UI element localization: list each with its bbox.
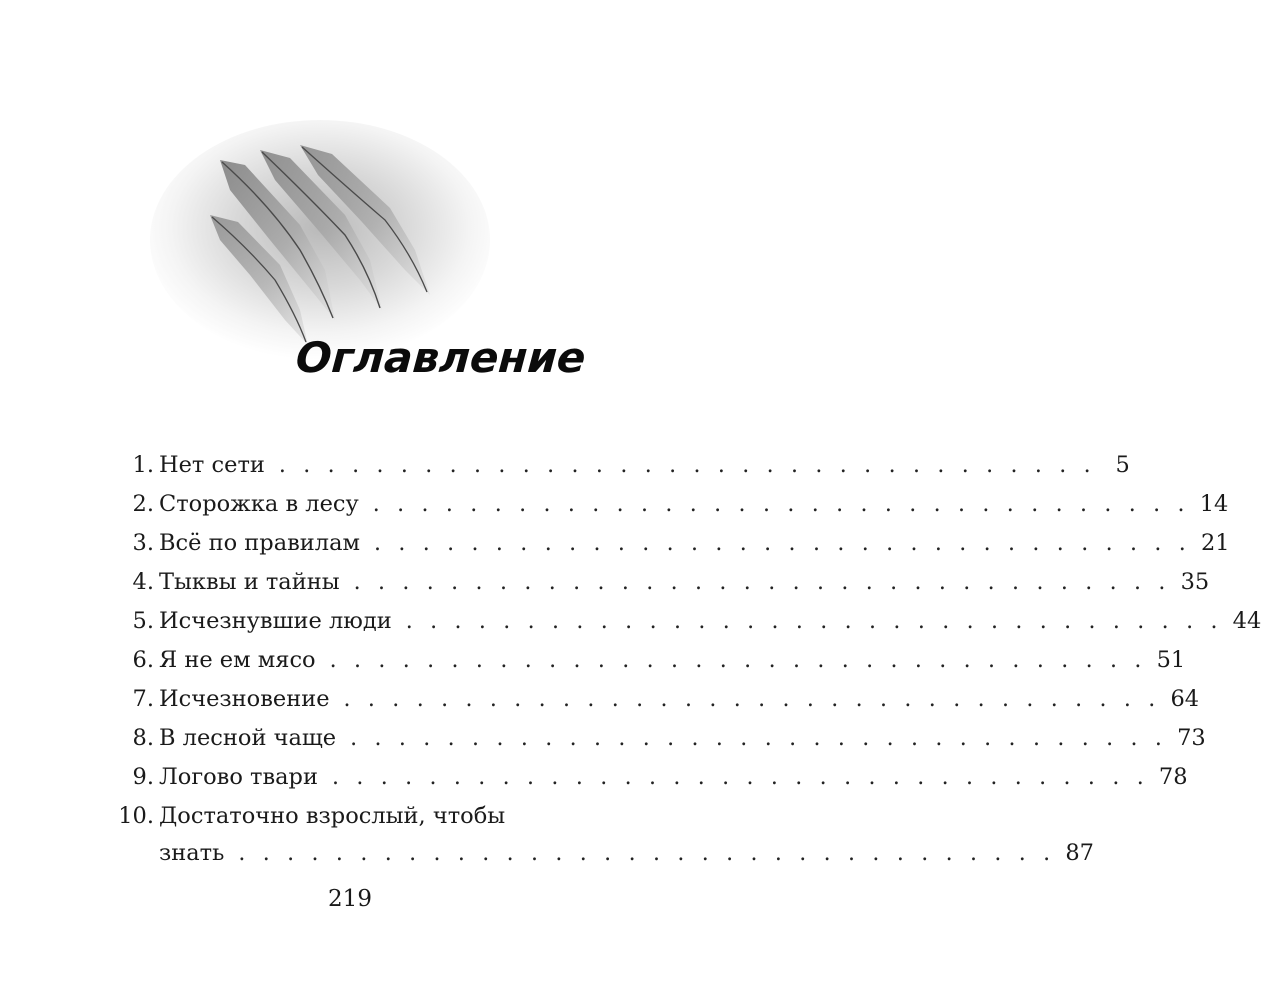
toc-entry bbox=[106, 758, 1188, 797]
toc-entry-number: 3. bbox=[132, 530, 154, 556]
toc-entry-title-line2: знать bbox=[159, 840, 225, 866]
toc-entry bbox=[106, 446, 1130, 485]
toc-entry-title: В лесной чаще bbox=[159, 725, 337, 751]
toc-dot-leader: . . . . . . . . . . . . . . . . . . . . . . . . . . . . . . . . . . bbox=[372, 492, 1190, 517]
toc-dot-leader: . . . . . . . . . . . . . . . . . . . . . . . . . . . . . . . . . . bbox=[343, 687, 1161, 712]
toc-entry-number: 2. bbox=[132, 491, 154, 517]
toc-entry-title: Я не ем мясо bbox=[159, 647, 316, 673]
toc-entry bbox=[106, 602, 1261, 641]
toc-entry-title: Сторожка в лесу bbox=[159, 491, 359, 517]
toc-entry-number: 1. bbox=[132, 452, 154, 478]
toc-entry-title: Нет сети bbox=[159, 452, 265, 478]
toc-entry-page: 35 bbox=[1180, 569, 1210, 595]
toc-entry-title: Исчезновение bbox=[159, 686, 330, 712]
toc-entry-title: Логово твари bbox=[159, 764, 318, 790]
toc-dot-leader: . . . . . . . . . . . . . . . . . . . . . . . . . . . . . . . . . . bbox=[405, 609, 1223, 634]
toc-entry-title: Всё по правилам bbox=[159, 530, 360, 556]
toc-entry-number: 5. bbox=[132, 608, 154, 634]
toc-entry-title: Тыквы и тайны bbox=[159, 569, 340, 595]
toc-dot-leader: . . . . . . . . . . . . . . . . . . . . . . . . . . . . . . . . . . bbox=[353, 570, 1171, 595]
toc-entry bbox=[106, 485, 1229, 524]
toc-entry-page: 44 bbox=[1232, 608, 1261, 634]
toc-entry-page: 51 bbox=[1156, 647, 1186, 673]
toc-entry-page: 64 bbox=[1170, 686, 1200, 712]
claw-marks-illustration bbox=[150, 120, 490, 360]
table-of-contents-heading: Оглавление bbox=[294, 333, 588, 382]
toc-dot-leader: . . . . . . . . . . . . . . . . . . . . . . . . . . . . . . . . . . bbox=[373, 531, 1191, 556]
toc-entry-page: 21 bbox=[1200, 530, 1230, 556]
toc-entry-number: 10. bbox=[118, 803, 154, 829]
toc-entry bbox=[106, 524, 1230, 563]
page-number: 219 bbox=[328, 886, 372, 912]
toc-entry bbox=[106, 719, 1206, 758]
toc-dot-leader: . . . . . . . . . . . . . . . . . . . . . . . . . . . . . . . . . . bbox=[331, 765, 1149, 790]
toc-entry-number: 6. bbox=[132, 647, 154, 673]
toc-entry bbox=[106, 797, 1094, 873]
toc-dot-leader: . . . . . . . . . . . . . . . . . . . . . . . . . . . . . . . . . . bbox=[329, 648, 1147, 673]
toc-entry-title-line1: Достаточно взрослый, чтобы bbox=[159, 803, 506, 829]
toc-entry bbox=[106, 680, 1200, 719]
toc-entry-number: 8. bbox=[132, 725, 154, 751]
toc-list bbox=[106, 446, 1261, 873]
toc-entry-page: 78 bbox=[1158, 764, 1188, 790]
toc-entry-title: Исчезнувшие люди bbox=[159, 608, 392, 634]
toc-entry-page: 5 bbox=[1115, 452, 1130, 478]
toc-entry-number: 7. bbox=[132, 686, 154, 712]
toc-entry-page: 14 bbox=[1199, 491, 1229, 517]
toc-entry bbox=[106, 563, 1210, 602]
toc-entry-page: 73 bbox=[1177, 725, 1206, 751]
toc-entry-page: 87 bbox=[1065, 840, 1094, 866]
toc-entry-number: 9. bbox=[132, 764, 154, 790]
toc-dot-leader: . . . . . . . . . . . . . . . . . . . . . . . . . . . . . . . . . . bbox=[278, 453, 1096, 478]
toc-entry bbox=[106, 641, 1186, 680]
toc-dot-leader: . . . . . . . . . . . . . . . . . . . . . . . . . . . . . . . . . . bbox=[350, 726, 1168, 751]
toc-dot-leader: . . . . . . . . . . . . . . . . . . . . . . . . . . . . . . . . . . bbox=[238, 841, 1056, 866]
toc-entry-number: 4. bbox=[132, 569, 154, 595]
